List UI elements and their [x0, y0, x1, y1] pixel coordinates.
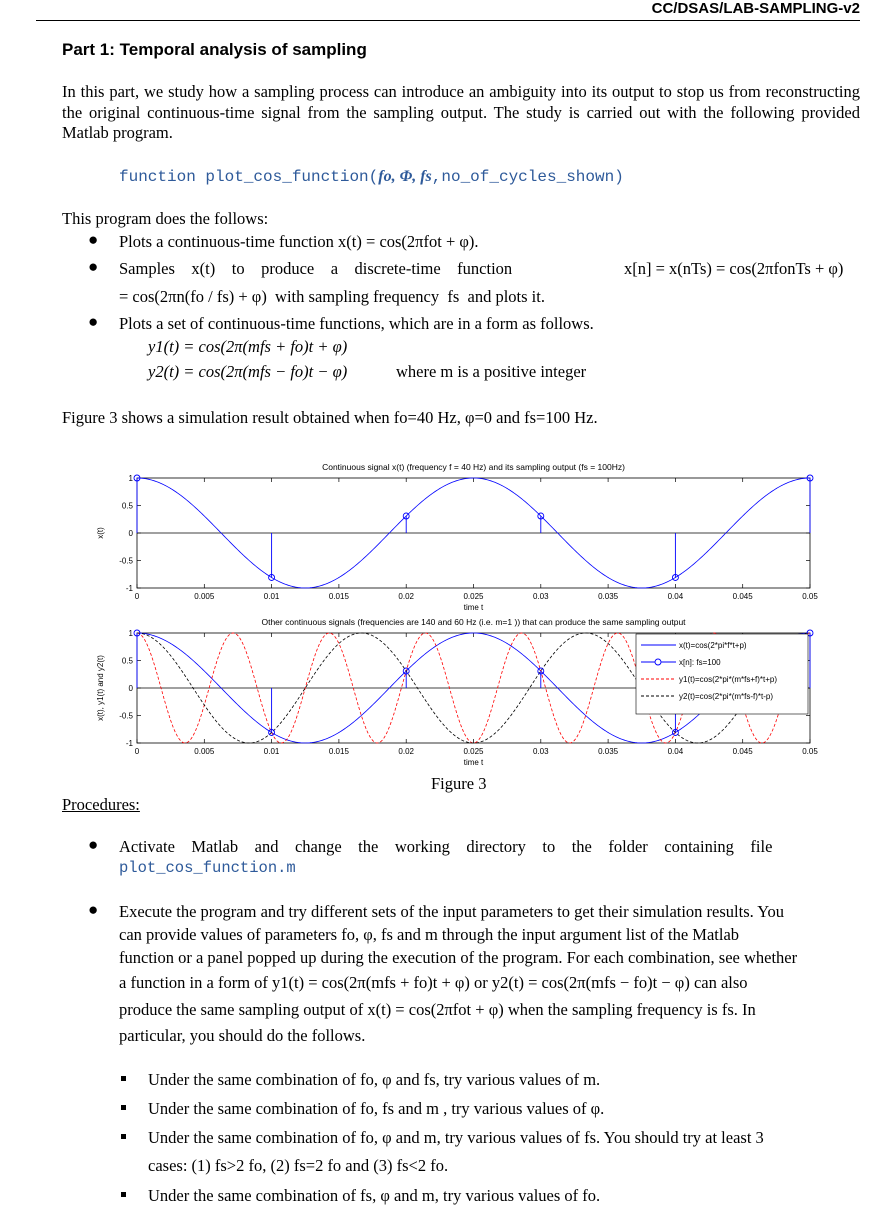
x-tick-label: 0.01: [263, 747, 280, 756]
document-code: CC/DSAS/LAB-SAMPLING-v2: [651, 0, 860, 17]
procedure-execute-l2: can provide values of parameters fo, φ, fs and m through the input argument list of the Matlab: [119, 925, 740, 944]
x-tick-label: 0.025: [463, 592, 484, 601]
x-tick-label: 0.035: [598, 747, 619, 756]
y-tick-label: 1: [128, 474, 133, 483]
bullet-samples-a: Samples x(t) to produce a discrete-time function: [119, 259, 513, 278]
x-tick-label: 0.025: [463, 747, 484, 756]
procedure-activate: Activate Matlab and change the working directory to the folder containing file: [119, 837, 773, 856]
x-tick-label: 0.02: [398, 592, 414, 601]
figure-3: [0, 448, 896, 788]
x-axis-label: time t: [463, 603, 484, 612]
y-axis-label: x(t): [96, 527, 105, 539]
procedure-execute-l4: a function in a form of y1(t) = cos(2π(mfs + fo)t + φ) or y2(t) = cos(2π(mfs − fo)t − φ) can also: [119, 973, 748, 992]
y-tick-label: -0.5: [119, 711, 133, 721]
y-tick-label: 1: [128, 629, 133, 638]
bullet-plots-set: Plots a set of continuous-time functions, which are in a form as follows.: [119, 314, 594, 333]
x-tick-label: 0.045: [732, 747, 753, 756]
bullet-samples-c: = cos(2πn(fo / fs) + φ) with sampling frequency fs and plots it.: [119, 287, 545, 306]
legend-label: x[n]: fs=100: [679, 658, 721, 667]
sub-bullet: [121, 1192, 126, 1197]
y-tick-label: 0.5: [121, 656, 133, 666]
header-rule: [36, 20, 860, 21]
intro-paragraph: In this part, we study how a sampling process can introduce an ambiguity into its output to stop us from reconstructing the original continuous-time signal from the sampling output. The study is carried out with the following provided Matlab program.: [62, 82, 860, 142]
sub-item-vary-phase: Under the same combination of fo, fs and m , try various values of φ.: [148, 1099, 605, 1118]
bullet-dot: ●: [88, 835, 99, 854]
legend-label: y1(t)=cos(2*pi*(m*fs+f)*t+p): [679, 675, 778, 684]
x-tick-label: 0.03: [533, 592, 549, 601]
y-tick-label: 0.5: [121, 501, 133, 511]
procedure-execute-l6: particular, you should do the follows.: [119, 1026, 366, 1045]
sub-item-vary-fs-a: Under the same combination of fo, φ and m, try various values of fs. You should try at least 3: [148, 1128, 764, 1147]
code-prefix: function plot_cos_function(: [119, 168, 379, 186]
y-tick-label: -0.5: [119, 556, 133, 566]
sub-bullet: [121, 1134, 126, 1139]
x-tick-label: 0.015: [328, 747, 349, 756]
bullet-plots-continuous: Plots a continuous-time function x(t) = cos(2πfot + φ).: [119, 232, 479, 251]
code-params: fo, Φ, fs: [378, 168, 432, 185]
chart-title: Other continuous signals (frequencies are 140 and 60 Hz (i.e. m=1 )) that can produce the same sampling output: [261, 617, 686, 627]
code-signature: [119, 168, 624, 186]
equation-y1: y1(t) = cos(2π(mfs + fo)t + φ): [148, 337, 348, 356]
procedure-execute-l5: produce the same sampling output of x(t) = cos(2πfot + φ) when the sampling frequency is fs. In: [119, 1000, 756, 1019]
x-tick-label: 0: [134, 747, 140, 756]
x-tick-label: 0.005: [194, 592, 215, 601]
code-suffix: ,no_of_cycles_shown): [431, 168, 624, 186]
y-tick-label: 0: [128, 684, 133, 693]
procedure-file-name: plot_cos_function.m: [119, 859, 296, 877]
legend-marker: [655, 659, 661, 665]
procedure-execute-l1: Execute the program and try different sets of the input parameters to get their simulation results. You: [119, 902, 785, 921]
x-tick-label: 0.04: [667, 592, 684, 601]
legend-label: x(t)=cos(2*pi*f*t+p): [679, 641, 747, 650]
figure-caption: Figure 3: [431, 774, 487, 793]
program-does-line: This program does the follows:: [62, 209, 269, 228]
x-tick-label: 0.05: [802, 747, 818, 756]
procedures-heading: Procedures:: [62, 795, 140, 814]
bullet-dot: ●: [88, 257, 99, 276]
figure-sentence: Figure 3 shows a simulation result obtained when fo=40 Hz, φ=0 and fs=100 Hz.: [62, 408, 598, 427]
chart-title: Continuous signal x(t) (frequency f = 40 Hz) and its sampling output (fs = 100Hz): [322, 462, 625, 472]
x-tick-label: 0.04: [667, 747, 684, 756]
chart-panel-2: [96, 617, 818, 767]
procedure-execute-l3: function or a panel popped up during the execution of the program. For each combination, see whether: [119, 948, 798, 967]
chart-panel-1: [96, 462, 818, 612]
sub-item-vary-m: Under the same combination of fo, φ and fs, try various values of m.: [148, 1070, 601, 1089]
x-axis-label: time t: [463, 758, 484, 767]
bullet-dot: ●: [88, 230, 99, 249]
x-tick-label: 0.045: [732, 592, 753, 601]
y-tick-label: -1: [125, 739, 133, 748]
part-title: Part 1: Temporal analysis of sampling: [62, 40, 367, 59]
x-tick-label: 0.01: [263, 592, 280, 601]
x-tick-label: 0.015: [328, 592, 349, 601]
x-tick-label: 0.005: [194, 747, 215, 756]
sub-item-vary-fo: Under the same combination of fs, φ and m, try various values of fo.: [148, 1186, 601, 1205]
sub-bullet: [121, 1105, 126, 1110]
equation-note: where m is a positive integer: [396, 362, 587, 381]
sub-item-vary-fs-b: cases: (1) fs>2 fo, (2) fs=2 fo and (3) fs<2 fo.: [148, 1156, 449, 1175]
x-tick-label: 0: [134, 592, 140, 601]
legend-label: y2(t)=cos(2*pi*(m*fs-f)*t-p): [679, 692, 774, 701]
bullet-samples-eq: x[n] = x(nTs) = cos(2πfonTs + φ): [624, 259, 844, 278]
bullet-dot: ●: [88, 900, 99, 919]
x-tick-label: 0.02: [398, 747, 414, 756]
bullet-dot: ●: [88, 312, 99, 331]
y-tick-label: 0: [128, 529, 133, 538]
x-tick-label: 0.03: [533, 747, 549, 756]
x-tick-label: 0.035: [598, 592, 619, 601]
x-tick-label: 0.05: [802, 592, 818, 601]
y-tick-label: -1: [125, 584, 133, 593]
equation-y2: y2(t) = cos(2π(mfs − fo)t − φ): [148, 362, 348, 381]
y-axis-label: x(t), y1(t) and y2(t): [96, 655, 105, 721]
sub-bullet: [121, 1076, 126, 1081]
